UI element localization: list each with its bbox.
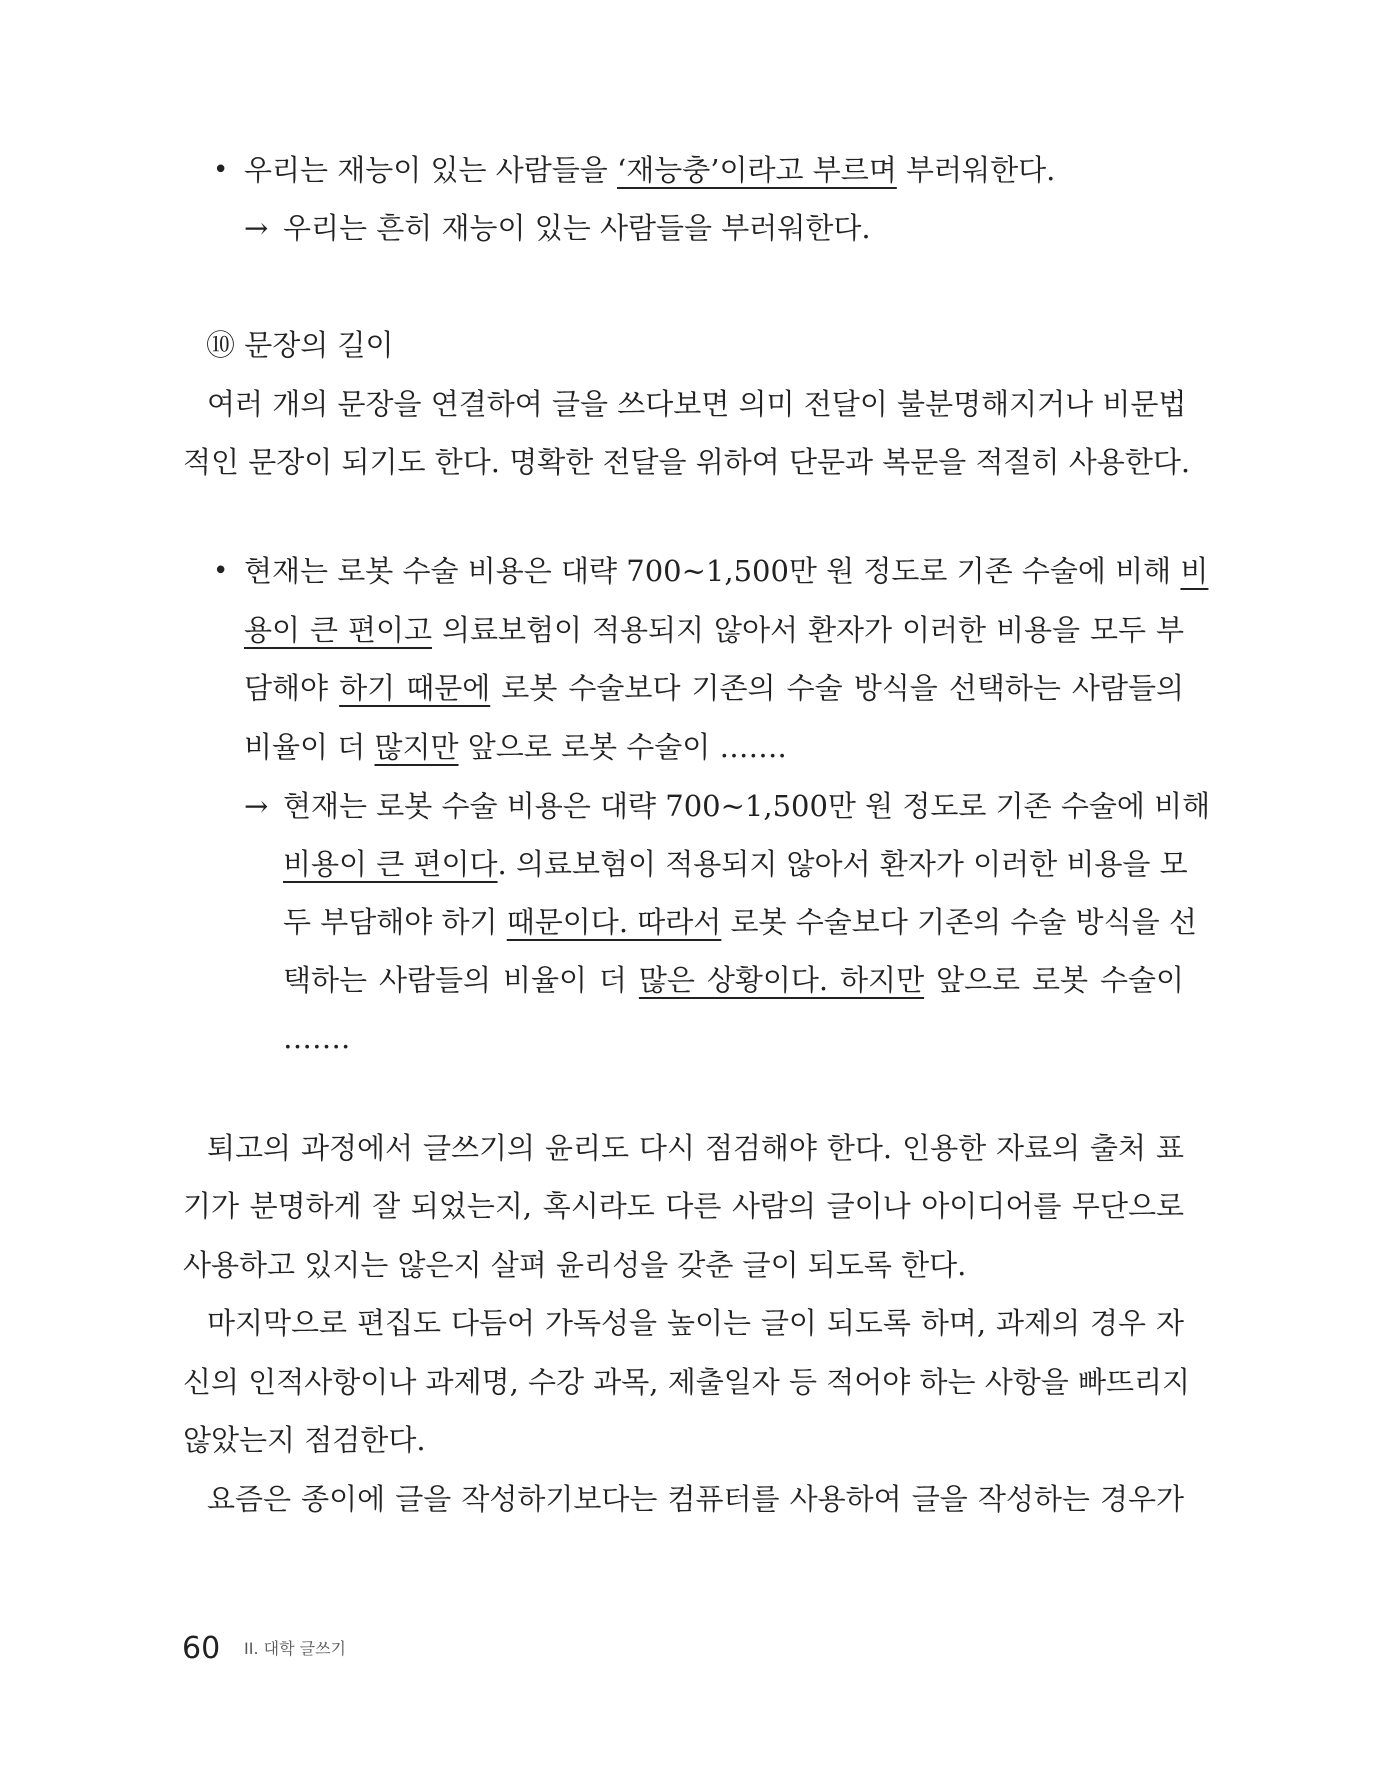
text-span: 담해야 [244,671,340,705]
example-2-line-2 [244,610,1184,650]
body-paragraph-2-line-2: 신의 인적사항이나 과제명, 수강 과목, 제출일자 등 적어야 하는 사항을 빠뜨리지 [183,1365,1191,1399]
section-paragraph-line-1: 여러 개의 문장을 연결하여 글을 쓰다보면 의미 전달이 불분명해지거나 비문법 [207,387,1187,421]
example-2-revised-line-5: ……. [283,1021,351,1055]
underlined-span: 때문이다. 따라서 [506,905,722,939]
text-span: 두 부담해야 하기 [283,905,507,939]
underlined-span: 하기 때문에 [339,671,491,705]
text-span: 로봇 수술보다 기존의 수술 방식을 선택하는 사람들의 [490,671,1184,705]
page-number: 60 [182,1631,221,1666]
underlined-span: ‘재능충’이라고 부르며 [617,153,897,187]
example-2-revised-line-4 [283,960,1184,1000]
footer-section-title: II. 대학 글쓰기 [244,1639,346,1658]
underlined-span: 많은 상황이다. 하지만 [638,963,925,997]
bullet-example-2: • [213,556,229,586]
body-paragraph-2-line-1: 마지막으로 편집도 다듬어 가독성을 높이는 글이 되도록 하며, 과제의 경우 자 [207,1306,1184,1340]
section-paragraph-line-2: 적인 문장이 되기도 한다. 명확한 전달을 위하여 단문과 복문을 적절히 사용한다. [183,445,1191,479]
text-span: 앞으로 로봇 수술이 ……. [458,730,787,764]
example-2-line-4 [244,727,844,767]
text-span: 현재는 로봇 수술 비용은 대략 700~1,500만 원 정도로 기존 수술에 비해 [244,554,1181,588]
body-paragraph-1-line-3: 사용하고 있지는 않은지 살펴 윤리성을 갖춘 글이 되도록 한다. [183,1248,967,1282]
underlined-span: 많지만 [374,730,459,764]
underlined-span: 용이 큰 편이고 [244,613,432,647]
underlined-span: 비 [1180,554,1209,588]
text-span: 로봇 수술보다 기존의 수술 방식을 선 [721,905,1197,939]
body-paragraph-1-line-2: 기가 분명하게 잘 되었는지, 혹시라도 다른 사람의 글이나 아이디어를 무단으로 [183,1189,1184,1223]
example-2-revised-line-2 [283,844,1188,884]
example-1-original [244,150,1056,190]
example-1-revised: 우리는 흔히 재능이 있는 사람들을 부러워한다. [283,211,871,245]
underlined-span: 비용이 큰 편이다 [283,847,498,881]
arrow-example-1: → [244,211,269,245]
body-paragraph-2-line-3: 않았는지 점검한다. [183,1423,426,1457]
section-heading: ⑩ 문장의 길이 [206,328,394,362]
text-span: 의료보험이 적용되지 않아서 환자가 이러한 비용을 모두 부 [432,613,1184,647]
text-span: 앞으로 로봇 수술이 [924,963,1184,997]
example-2-revised-line-1: 현재는 로봇 수술 비용은 대략 700~1,500만 원 정도로 기존 수술에 비해 [283,789,1211,823]
text-span: 부러워한다. [896,153,1056,187]
body-paragraph-1-line-1: 퇴고의 과정에서 글쓰기의 윤리도 다시 점검해야 한다. 인용한 자료의 출처 표 [207,1131,1184,1165]
bullet-example-1: • [213,155,229,185]
example-2-revised-line-3 [283,902,1197,942]
text-span: 택하는 사람들의 비율이 더 [283,963,639,997]
example-2-line-3 [244,668,1184,708]
body-paragraph-3-line-1: 요즘은 종이에 글을 작성하기보다는 컴퓨터를 사용하여 글을 작성하는 경우가 [207,1482,1184,1516]
arrow-example-2: → [244,789,269,823]
text-span: . 의료보험이 적용되지 않아서 환자가 이러한 비용을 모 [497,847,1188,881]
text-span: 우리는 재능이 있는 사람들을 [244,153,618,187]
example-2-line-1 [244,551,1209,591]
text-span: 비율이 더 [244,730,375,764]
